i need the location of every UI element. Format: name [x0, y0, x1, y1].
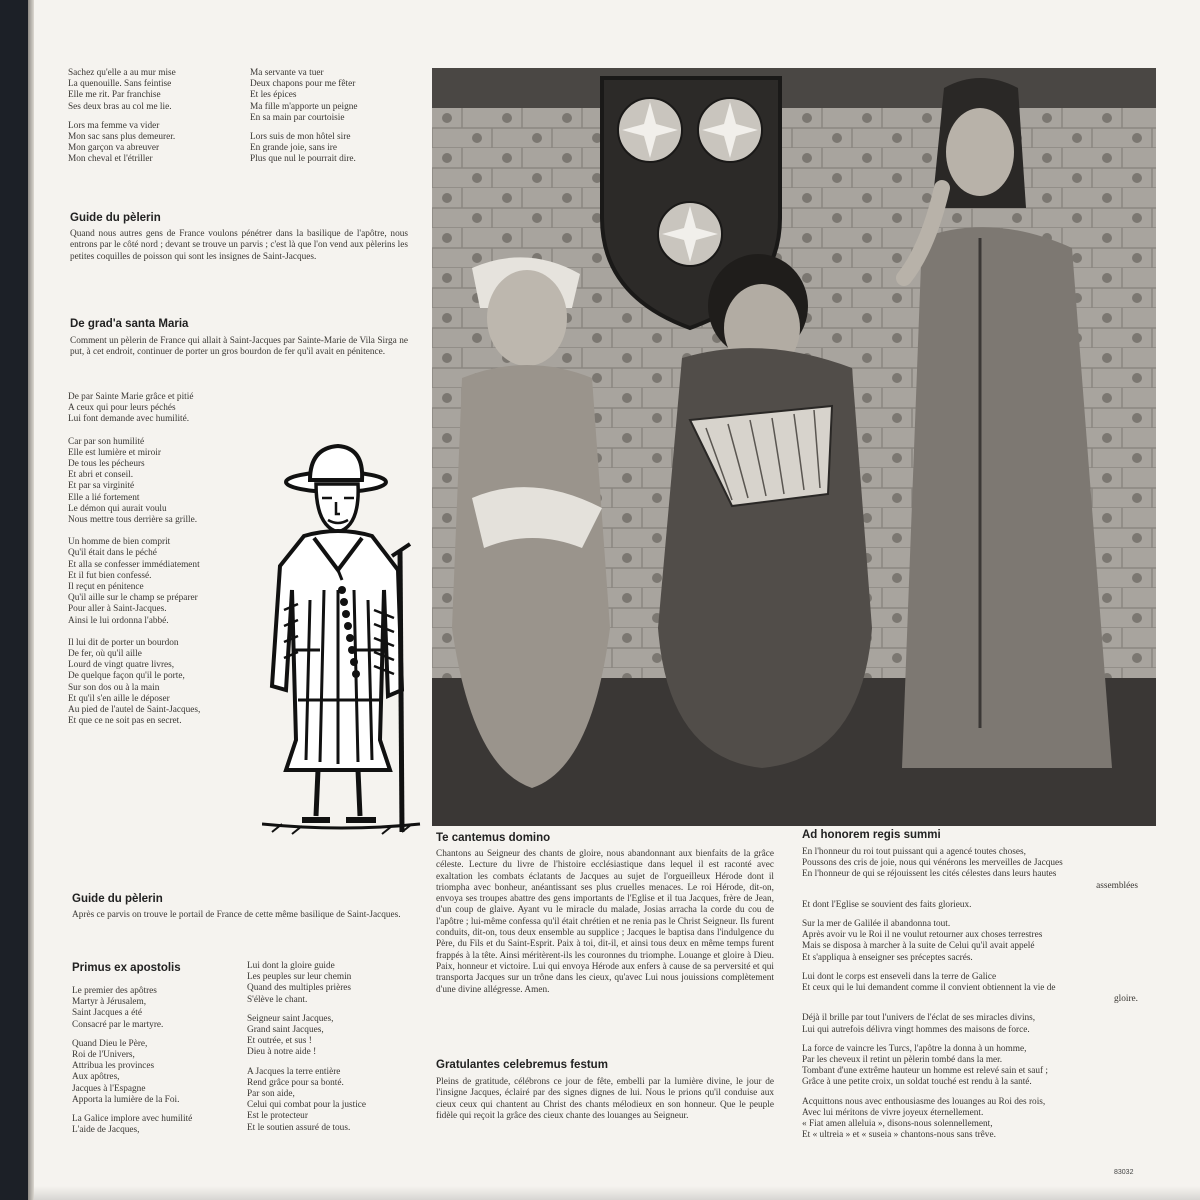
verse-line: Lui font demande avec humilité. — [68, 414, 190, 425]
verse-line: « Fiat amen alleluia », disons-nous solennellement, — [802, 1119, 993, 1130]
verse-line: Lui qui autrefois délivra vingt hommes des maisons de force. — [802, 1024, 1030, 1035]
verse-line: En l'honneur du roi tout puissant qui a agencé toutes choses, — [802, 847, 1026, 857]
verse-line: Martyr à Jérusalem, — [72, 997, 147, 1008]
verse-line: Elle est lumière et miroir — [68, 447, 161, 458]
verse-line: assemblées — [1096, 880, 1138, 891]
verse-line: Il reçut en pénitence — [68, 582, 144, 593]
grat-text: Pleins de gratitude, célébrons ce jour de fête, embelli par la lumière divine, le jour de l'insigne Jacques, éclairé par des signes dignes de lui. Nous le prions qu'il conduise aux cieux ceux qui chantent au Christ des chants mélodieux en son honneur. Que le peuple fidèle qui reçoit la grâce des cieux chante des louanges au Seigneur. — [436, 1077, 774, 1121]
verse-line: Ses deux bras au col me lie. — [68, 101, 172, 112]
verse-line: gloire. — [1113, 994, 1138, 1005]
pilgrim-woodcut-illustration — [262, 440, 422, 840]
verse-line: De quelque façon qu'il le porte, — [68, 671, 185, 682]
guide2-title: Guide du pèlerin — [72, 893, 163, 905]
verse-line: L'aide de Jacques, — [72, 1125, 140, 1136]
verse-line: De tous les pécheurs — [68, 459, 145, 470]
verse-line: De par Sainte Marie grâce et pitié — [68, 392, 194, 402]
grad-stanza — [68, 638, 200, 728]
verse-line: Apporta la lumière de la Foi. — [72, 1094, 180, 1105]
verse-line: Attribua les provinces — [72, 1061, 155, 1072]
verse-line: A Jacques la terre entière — [247, 1066, 341, 1077]
verse-line: Et alla se confesser immédiatement — [68, 559, 200, 570]
verse-gap — [802, 911, 1138, 919]
verse-line: Mon sac sans plus demeurer. — [68, 132, 176, 143]
verse-line: En l'honneur de qui se réjouissent les cités célestes dans leurs hautes — [802, 869, 1057, 880]
te-title: Te cantemus domino — [436, 832, 551, 844]
verse-gap — [802, 964, 1138, 972]
verse-line: De fer, où qu'il aille — [68, 649, 142, 660]
verse-line: Lors ma femme va vider — [68, 120, 160, 131]
verse-gap — [68, 113, 176, 121]
verse-gap — [802, 1005, 1138, 1013]
verse-line: Le démon qui aurait voulu — [68, 503, 167, 514]
verse-line: Sur la mer de Galilée il abandonna tout. — [802, 919, 951, 930]
verse-line: Lui dont le corps est enseveli dans la terre de Galice — [802, 971, 997, 982]
verse-line: La Galice implore avec humilité — [72, 1114, 193, 1125]
verse-line: Poussons des cris de joie, nous qui vénérons les merveilles de Jacques — [802, 858, 1063, 869]
verse-line: Seigneur saint Jacques, — [247, 1013, 334, 1024]
verse-line: Est le protecteur — [247, 1111, 308, 1122]
guide1-text: Quand nous autres gens de France voulons pénétrer dans la basilique de l'apôtre, nous entrons par le côté nord ; devant se trouve un parvis ; c'est là que l'on vend aux pèlerins les petites coquilles de poisson qui sont les insignes de Saint-Jacques. — [70, 229, 408, 262]
verse-line: Et il fut bien confessé. — [68, 570, 152, 581]
verse-line: Elle a lié fortement — [68, 492, 140, 503]
verse-line: Lui dont la gloire guide — [247, 961, 335, 971]
ad-title: Ad honorem regis summi — [802, 829, 941, 841]
verse-line: Lourd de vingt quatre livres, — [68, 660, 175, 671]
album-spine — [0, 0, 28, 1200]
verse-line: Mon cheval et l'étriller — [68, 154, 153, 165]
verse-line: Acquittons nous avec enthousiasme des louanges au Roi des rois, — [802, 1096, 1046, 1107]
verse-line: Jacques à l'Espagne — [72, 1083, 146, 1094]
verse-line: Et le soutien assuré de tous. — [247, 1122, 351, 1133]
verse-line: Sachez qu'elle a au mur mise — [68, 68, 176, 78]
grad-stanza — [68, 537, 200, 627]
verse-line: Sur son dos ou à la main — [68, 682, 160, 693]
verse-line: La quenouille. Sans feintise — [68, 79, 172, 90]
grad-stanza — [68, 392, 200, 426]
verse-line: Et que ce ne soit pas en secret. — [68, 716, 182, 727]
verse-line: Ma servante va tuer — [250, 68, 324, 78]
verse-line: Plus que nul le pourrait dire. — [250, 154, 356, 165]
guide2-text: Après ce parvis on trouve le portail de France de cette même basilique de Saint-Jacques. — [72, 910, 401, 920]
verse-line: Et les épices — [250, 90, 297, 101]
verse-line: S'élève le chant. — [247, 994, 308, 1005]
poem-top-left — [68, 68, 176, 166]
verse-line: Grâce à une petite croix, un soldat touché est rendu à la santé. — [802, 1077, 1032, 1088]
verse-line: Deux chapons pour me fêter — [250, 79, 356, 90]
group-photograph — [432, 68, 1156, 826]
verse-line: Par les cheveux il retint un pèlerin tombé dans la mer. — [802, 1055, 1003, 1066]
verse-line: Les peuples sur leur chemin — [247, 972, 352, 983]
verse-line: A ceux qui pour leurs péchés — [68, 403, 176, 414]
verse-line: Celui qui combat pour la justice — [247, 1100, 367, 1111]
verse-line: Et ceux qui le lui demandent comme il convient obtiennent la vie de — [802, 983, 1056, 994]
verse-line: Ma fille m'apporte un peigne — [250, 101, 358, 112]
verse-line: Par son aide, — [247, 1089, 295, 1100]
verse-line: La force de vaincre les Turcs, l'apôtre la donna à un homme, — [802, 1043, 1027, 1054]
verse-line: Et abri et conseil. — [68, 470, 134, 481]
verse-line: Il lui dit de porter un bourdon — [68, 637, 179, 648]
verse-line: Déjà il brille par tout l'univers de l'éclat de ses miracles divins, — [802, 1013, 1036, 1024]
verse-line: Saint Jacques a été — [72, 1008, 142, 1019]
ad-text — [802, 847, 1138, 1141]
verse-line: Au pied de l'autel de Saint-Jacques, — [68, 705, 201, 716]
verse-line: Et dont l'Eglise se souvient des faits glorieux. — [802, 899, 972, 910]
primus-col1 — [72, 986, 192, 1136]
verse-gap — [247, 1059, 366, 1067]
verse-line: Après avoir vu le Roi il ne voulut retourner aux choses terrestres — [802, 930, 1043, 941]
verse-line: Et qu'il s'en aille le déposer — [68, 693, 170, 704]
verse-line: Un homme de bien comprit — [68, 537, 171, 548]
verse-line: Mon garçon va abreuver — [68, 143, 160, 154]
verse-line: En grande joie, sans ire — [250, 143, 337, 154]
poem-top-right — [250, 68, 358, 166]
verse-line: Quand Dieu le Père, — [72, 1038, 148, 1049]
verse-gap — [250, 124, 358, 132]
grad-stanza — [68, 437, 200, 527]
verse-line: Mais se disposa à marcher à la suite de Celui qu'il avait appelé — [802, 941, 1035, 952]
page-shadow — [34, 1186, 1200, 1200]
verse-line: Grand saint Jacques, — [247, 1025, 324, 1036]
verse-gap — [72, 1106, 192, 1114]
verse-line: Et par sa virginité — [68, 481, 135, 492]
grad-verses — [68, 392, 200, 738]
verse-line: Et s'appliqua à enseigner ses préceptes sacrés. — [802, 952, 973, 963]
performers-photo — [432, 68, 1156, 826]
guide1-title: Guide du pèlerin — [70, 212, 161, 224]
verse-line: En sa main par courtoisie — [250, 112, 345, 123]
verse-gap — [247, 1006, 366, 1014]
verse-line: Pour aller à Saint-Jacques. — [68, 604, 167, 615]
verse-line: Dieu à notre aide ! — [247, 1047, 317, 1058]
grad-intro: Comment un pèlerin de France qui allait à Saint-Jacques par Sainte-Marie de Vila Sirga ne put, à cet endroit, continuer de porter un gros bourdon de fer qu'il avait en pénitence. — [70, 336, 408, 358]
verse-line: Car par son humilité — [68, 436, 145, 447]
verse-line: Qu'il aille sur le champ se préparer — [68, 593, 198, 604]
verse-line: Et outrée, et sus ! — [247, 1036, 312, 1047]
verse-line: Aux apôtres, — [72, 1072, 120, 1083]
verse-line: Ainsi le lui ordonna l'abbé. — [68, 615, 169, 626]
primus-title: Primus ex apostolis — [72, 962, 181, 974]
verse-line: Roi de l'Univers, — [72, 1050, 135, 1061]
verse-line: Elle me rit. Par franchise — [68, 90, 161, 101]
verse-line: Lors suis de mon hôtel sire — [250, 132, 351, 143]
catalog-number: 83032 — [1114, 1169, 1134, 1176]
verse-gap — [802, 892, 1138, 900]
verse-line: Rend grâce pour sa bonté. — [247, 1077, 344, 1088]
verse-gap — [802, 1089, 1138, 1097]
verse-gap — [72, 1031, 192, 1039]
grad-title: De grad'a santa Maria — [70, 318, 189, 330]
verse-line: Nous mettre tous derrière sa grille. — [68, 515, 198, 526]
verse-line: Quand des multiples prières — [247, 983, 352, 994]
verse-gap — [802, 1036, 1138, 1044]
verse-line: Le premier des apôtres — [72, 986, 157, 996]
verse-line: Et « ultreia » et « suseia » chantons-nous sans trêve. — [802, 1130, 996, 1141]
verse-line: Tombant d'une extrême hauteur un homme est relevé sain et sauf ; — [802, 1066, 1049, 1077]
primus-col2 — [247, 961, 366, 1134]
verse-line: Avec lui méritons de vivre joyeux éternellement. — [802, 1107, 984, 1118]
grat-title: Gratulantes celebremus festum — [436, 1059, 608, 1071]
verse-line: Qu'il était dans le péché — [68, 548, 157, 559]
te-text: Chantons au Seigneur des chants de gloire, nous abandonnant aux bienfaits de la grâce céleste. Lecture du livre de l'histoire ecclésiastique dans lequel il est raconté avec exaltation les combats éclatants de Jacques au sujet de l'orgueilleux Hérode dont il triompha avec bonheur, anéantissant ses plus cruelles menaces. Le roi Hérode, dit-on, envoya ses troupes abattre des gens importants de l'Eglise et il tua Jacques, frère de Jean, d'un coup de glaive. Ayant vu le miracle du malade, Josias arracha la corde du cou de l'apôtre ; lui-même confessa qu'il était chrétien et ne renia pas le Christ Seigneur. Ils furent conduits, dit-on, tous deux ensemble au supplice ; Jacques le baptisa dans l'indulgence du Père, du Fils et du Saint-Esprit. Paix à toi, dit-il, et ainsi tous deux en même temps furent frappés à la tête. Ainsi méritèrent-ils les couronnes du triomphe. Louange et gloire à Dieu. Paix, honneur et victoire. Lui qui envoya Hérode aux enfers à cause de sa perversité et qui transporta Jacques sur un trône dans les cieux, qu'avec Lui nous jouissions complètement d'une divine allégresse. Amen. — [436, 849, 774, 995]
verse-line: Consacré par le martyre. — [72, 1019, 164, 1030]
